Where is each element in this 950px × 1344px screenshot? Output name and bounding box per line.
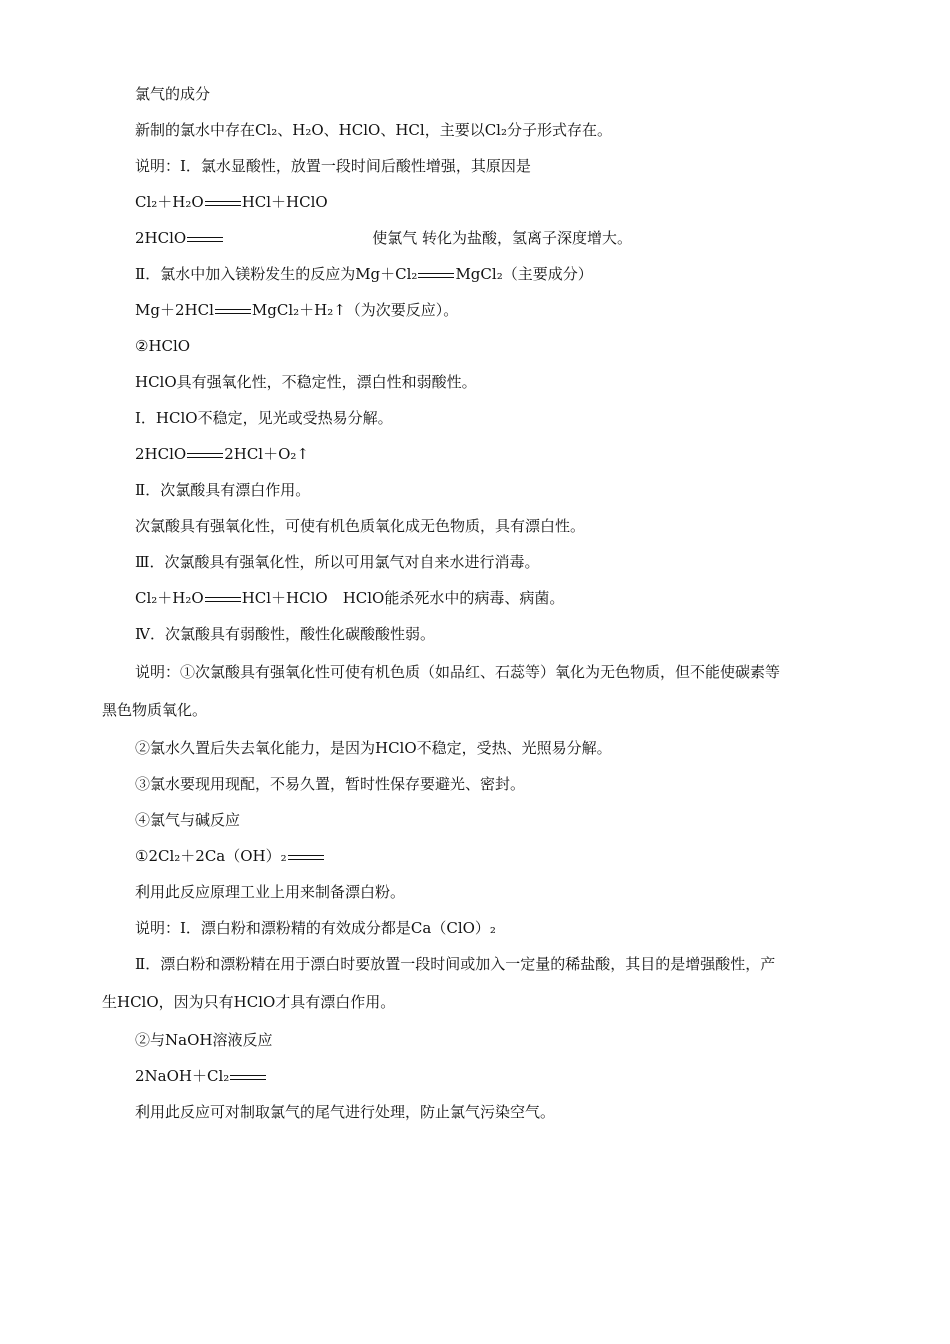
equation-line	[135, 300, 458, 320]
text-line: 说明：①次氯酸具有强氧化性可使有机色质（如品红、石蕊等）氧化为无色物质，但不能使碳素等	[135, 663, 781, 681]
text-line: 利用此反应原理工业上用来制备漂白粉。	[135, 883, 406, 901]
text-line: Ⅱ．次氯酸具有漂白作用。	[135, 481, 311, 499]
text-line: ③氯水要现用现配，不易久置，暂时性保存要避光、密封。	[135, 775, 526, 793]
text-line: Ⅱ．漂白粉和漂粉精在用于漂白时要放置一段时间或加入一定量的稀盐酸，其目的是增强酸性，产	[135, 955, 776, 973]
equation-line	[135, 192, 328, 212]
equals-sign	[215, 309, 251, 314]
text-line: Ⅲ．次氯酸具有强氧化性，所以可用氯气对自来水进行消毒。	[135, 553, 540, 571]
text-line: 利用此反应可对制取氯气的尾气进行处理，防止氯气污染空气。	[135, 1103, 556, 1121]
equation-left: 2HClO	[135, 445, 187, 463]
text-line: 说明：Ⅰ．氯水显酸性，放置一段时间后酸性增强，其原因是	[135, 157, 531, 175]
text-line: ②与NaOH溶液反应	[135, 1031, 273, 1049]
equation-right: 2HCl＋O₂↑	[224, 445, 309, 463]
text-line: 次氯酸具有强氧化性，可使有机色质氧化成无色物质，具有漂白性。	[135, 517, 586, 535]
equation-left: Cl₂＋H₂O	[135, 589, 204, 607]
equation-line	[135, 264, 593, 284]
equation-right: HCl＋HClO	[241, 193, 328, 211]
text-line: 生HClO，因为只有HClO才具有漂白作用。	[102, 993, 396, 1011]
text-line: HClO具有强氧化性，不稳定性，漂白性和弱酸性。	[135, 373, 477, 391]
equals-sign	[288, 855, 324, 860]
equation-right: MgCl₂＋H₂↑（为次要反应）。	[251, 301, 459, 319]
text-line: ②氯水久置后失去氧化能力，是因为HClO不稳定，受热、光照易分解。	[135, 739, 612, 757]
equation-left: ①2Cl₂＋2Ca（OH）₂	[135, 847, 287, 865]
equals-sign	[230, 1075, 266, 1080]
text-line: 说明：Ⅰ．漂白粉和漂粉精的有效成分都是Ca（ClO）₂	[135, 919, 496, 937]
text-line: 黑色物质氧化。	[102, 701, 208, 719]
text-line: Ⅳ．次氯酸具有弱酸性，酸性化碳酸酸性弱。	[135, 625, 435, 643]
equation-line	[135, 846, 325, 866]
text-line: ④氯气与碱反应	[135, 811, 241, 829]
equals-sign	[187, 237, 223, 242]
equals-sign	[418, 273, 454, 278]
equation-line	[135, 588, 564, 608]
equation-left: 2NaOH＋Cl₂	[135, 1067, 230, 1085]
text-line: Ⅰ．HClO不稳定，见光或受热易分解。	[135, 409, 393, 427]
equation-line	[135, 444, 309, 464]
heading-chlorine-composition: 氯气的成分	[135, 85, 211, 103]
equation-line	[135, 1066, 267, 1086]
equation-left: Cl₂＋H₂O	[135, 193, 204, 211]
equals-sign	[187, 453, 223, 458]
equation-right: MgCl₂（主要成分）	[455, 265, 593, 283]
equation-left: Mg＋2HCl	[135, 301, 214, 319]
equation-right: 使氯气 转化为盐酸，氢离子深度增大。	[372, 229, 632, 247]
equals-sign	[205, 201, 241, 206]
equals-sign	[205, 597, 241, 602]
equation-left: 2HClO	[135, 229, 187, 247]
equation-right: HCl＋HClO HClO能杀死水中的病毒、病菌。	[241, 589, 565, 607]
equation-left: Ⅱ．氯水中加入镁粉发生的反应为Mg＋Cl₂	[135, 265, 418, 283]
equation-line	[135, 228, 632, 248]
text-line: ②HClO	[135, 337, 191, 355]
text-line: 新制的氯水中存在Cl₂、H₂O、HClO、HCl，主要以Cl₂分子形式存在。	[135, 121, 612, 139]
